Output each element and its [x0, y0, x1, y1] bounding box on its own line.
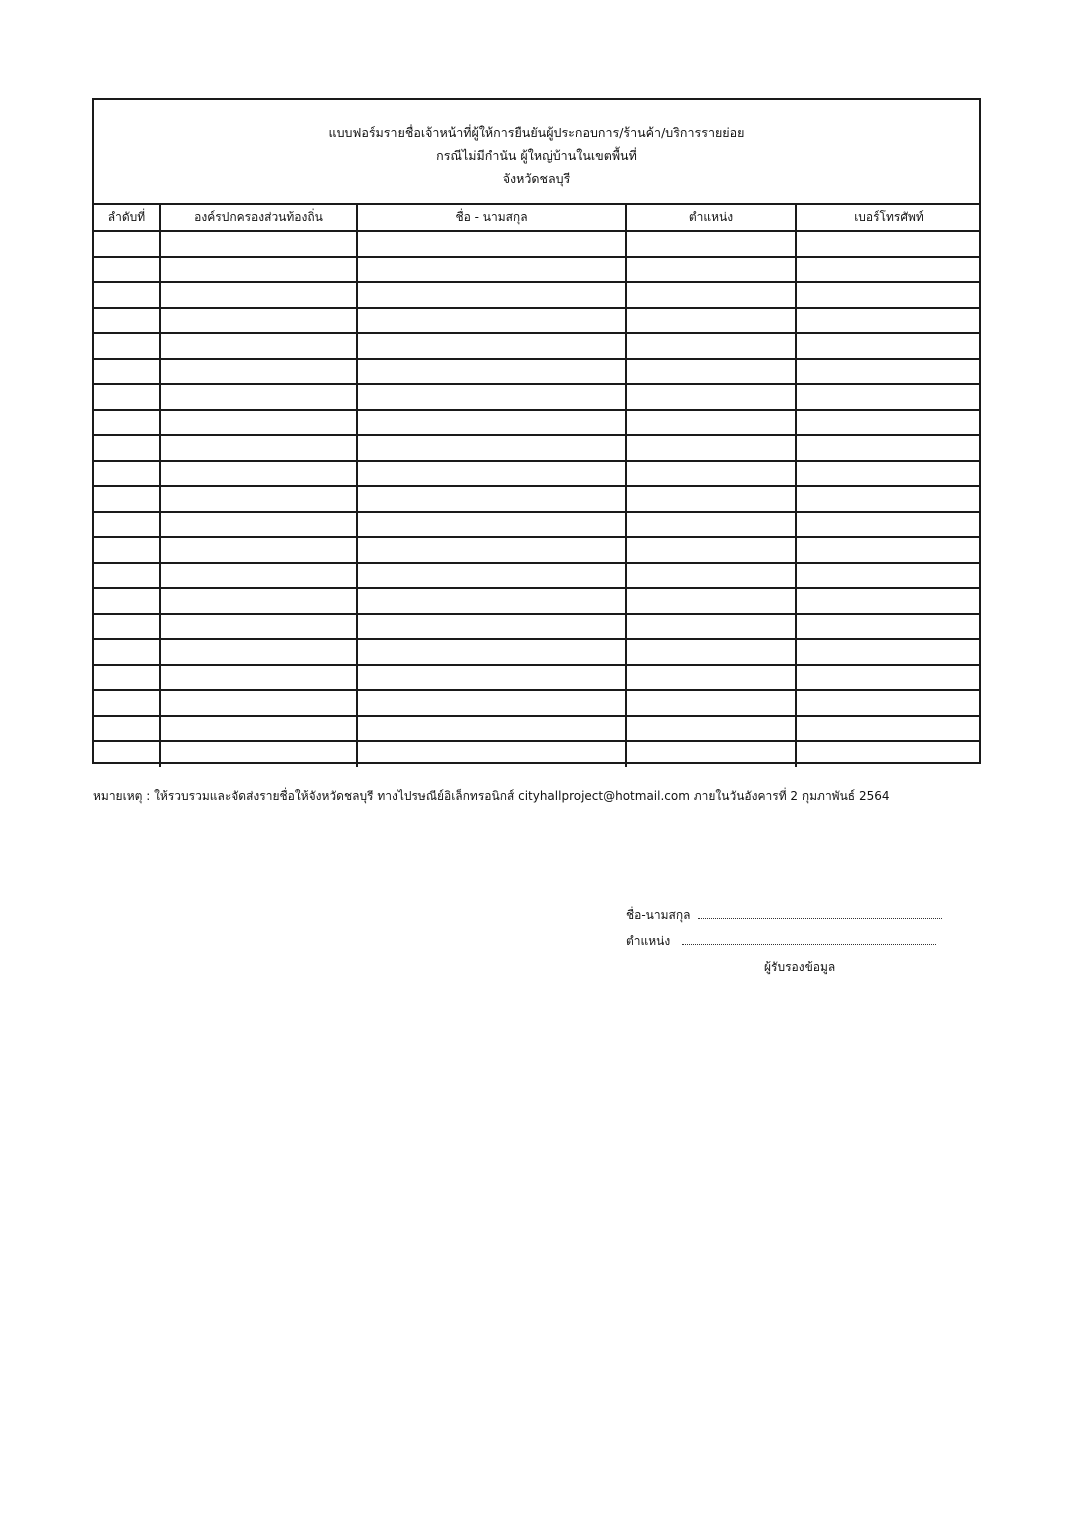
- form-province: จังหวัดชลบุรี: [502, 171, 571, 186]
- cell-phone: [796, 537, 981, 563]
- cell-position: [626, 410, 796, 436]
- cell-phone: [796, 563, 981, 589]
- column-header-full-name: ชื่อ - นามสกุล: [357, 205, 626, 231]
- cell-position: [626, 333, 796, 359]
- cell-full-name: [357, 333, 626, 359]
- cell-order: [94, 282, 160, 308]
- cell-position: [626, 486, 796, 512]
- cell-position: [626, 359, 796, 385]
- cell-full-name: [357, 257, 626, 283]
- cell-position: [626, 741, 796, 767]
- cell-local-government: [160, 282, 357, 308]
- cell-local-government: [160, 461, 357, 487]
- cell-phone: [796, 435, 981, 461]
- table-row: [94, 741, 981, 767]
- cell-position: [626, 614, 796, 640]
- cell-phone: [796, 690, 981, 716]
- cell-position: [626, 435, 796, 461]
- cell-local-government: [160, 410, 357, 436]
- column-header-order: ลำดับที่: [94, 205, 160, 231]
- cell-local-government: [160, 359, 357, 385]
- cell-phone: [796, 716, 981, 742]
- cell-order: [94, 665, 160, 691]
- cell-position: [626, 257, 796, 283]
- form-header: [94, 100, 979, 205]
- table-row: [94, 563, 981, 589]
- cell-local-government: [160, 435, 357, 461]
- cell-position: [626, 588, 796, 614]
- cell-phone: [796, 333, 981, 359]
- cell-phone: [796, 486, 981, 512]
- table-row: [94, 614, 981, 640]
- cell-phone: [796, 512, 981, 538]
- cell-position: [626, 231, 796, 257]
- cell-position: [626, 563, 796, 589]
- signature-caption: ผู้รับรองข้อมูล: [764, 960, 836, 974]
- cell-full-name: [357, 537, 626, 563]
- cell-local-government: [160, 563, 357, 589]
- cell-full-name: [357, 231, 626, 257]
- cell-position: [626, 461, 796, 487]
- cell-local-government: [160, 512, 357, 538]
- cell-full-name: [357, 486, 626, 512]
- cell-local-government: [160, 333, 357, 359]
- cell-phone: [796, 588, 981, 614]
- table-row: [94, 537, 981, 563]
- cell-phone: [796, 257, 981, 283]
- cell-local-government: [160, 588, 357, 614]
- cell-order: [94, 231, 160, 257]
- table-row: [94, 639, 981, 665]
- table-row: [94, 486, 981, 512]
- table-row: [94, 231, 981, 257]
- cell-position: [626, 690, 796, 716]
- signature-block: [626, 902, 942, 980]
- cell-order: [94, 359, 160, 385]
- table-row: [94, 410, 981, 436]
- cell-order: [94, 257, 160, 283]
- form-subtitle: กรณีไม่มีกำนัน ผู้ใหญ่บ้านในเขตพื้นที่: [436, 148, 637, 163]
- cell-phone: [796, 639, 981, 665]
- column-header-local-government: องค์รปกครองส่วนท้องถิ่น: [160, 205, 357, 231]
- cell-full-name: [357, 690, 626, 716]
- table-row: [94, 282, 981, 308]
- table-row: [94, 512, 981, 538]
- cell-phone: [796, 308, 981, 334]
- cell-phone: [796, 410, 981, 436]
- table-row: [94, 359, 981, 385]
- cell-local-government: [160, 639, 357, 665]
- cell-order: [94, 614, 160, 640]
- signature-position-line: [626, 928, 942, 954]
- table-row: [94, 588, 981, 614]
- table-row: [94, 333, 981, 359]
- cell-local-government: [160, 384, 357, 410]
- cell-full-name: [357, 588, 626, 614]
- cell-position: [626, 282, 796, 308]
- cell-order: [94, 486, 160, 512]
- signature-name-label: ชื่อ-นามสกุล: [626, 908, 691, 922]
- cell-phone: [796, 461, 981, 487]
- table-row: [94, 461, 981, 487]
- cell-local-government: [160, 614, 357, 640]
- signature-position-blank: [682, 932, 936, 945]
- cell-full-name: [357, 639, 626, 665]
- cell-phone: [796, 282, 981, 308]
- cell-phone: [796, 231, 981, 257]
- cell-local-government: [160, 486, 357, 512]
- cell-full-name: [357, 359, 626, 385]
- cell-full-name: [357, 461, 626, 487]
- table-row: [94, 716, 981, 742]
- cell-order: [94, 384, 160, 410]
- table-row: [94, 257, 981, 283]
- cell-local-government: [160, 665, 357, 691]
- table-body: [94, 231, 981, 767]
- table-row: [94, 384, 981, 410]
- cell-position: [626, 716, 796, 742]
- signature-name-blank: [698, 906, 942, 919]
- table-row: [94, 308, 981, 334]
- cell-phone: [796, 384, 981, 410]
- officer-table: [94, 205, 981, 767]
- cell-order: [94, 639, 160, 665]
- table-row: [94, 665, 981, 691]
- cell-phone: [796, 665, 981, 691]
- cell-order: [94, 716, 160, 742]
- cell-order: [94, 333, 160, 359]
- cell-full-name: [357, 282, 626, 308]
- cell-phone: [796, 741, 981, 767]
- form-title: แบบฟอร์มรายชื่อเจ้าหน้าที่ผู้ให้การยืนยันผู้ประกอบการ/ร้านค้า/บริการรายย่อย: [328, 125, 745, 140]
- cell-order: [94, 512, 160, 538]
- note-text: หมายเหตุ : ให้รวบรวมและจัดส่งรายชื่อให้จังหวัดชลบุรี ทางไปรษณีย์อิเล็กทรอนิกส์ cityhallproject@hotmail.com ภายในวันอังคารที่ 2 กุมภาพันธ์ 2564: [93, 789, 890, 803]
- signature-name-line: [626, 902, 942, 928]
- cell-full-name: [357, 741, 626, 767]
- cell-position: [626, 308, 796, 334]
- column-header-phone: เบอร์โทรศัพท์: [796, 205, 981, 231]
- cell-full-name: [357, 435, 626, 461]
- cell-full-name: [357, 512, 626, 538]
- cell-full-name: [357, 665, 626, 691]
- table-row: [94, 690, 981, 716]
- cell-local-government: [160, 741, 357, 767]
- cell-full-name: [357, 308, 626, 334]
- form-frame: [92, 98, 981, 764]
- cell-local-government: [160, 257, 357, 283]
- signature-position-label: ตำแหน่ง: [626, 934, 671, 948]
- column-header-position: ตำแหน่ง: [626, 205, 796, 231]
- cell-order: [94, 690, 160, 716]
- cell-order: [94, 588, 160, 614]
- cell-full-name: [357, 410, 626, 436]
- cell-phone: [796, 614, 981, 640]
- cell-full-name: [357, 563, 626, 589]
- table-row: [94, 435, 981, 461]
- cell-full-name: [357, 384, 626, 410]
- cell-local-government: [160, 231, 357, 257]
- cell-local-government: [160, 537, 357, 563]
- cell-position: [626, 639, 796, 665]
- cell-full-name: [357, 716, 626, 742]
- cell-local-government: [160, 308, 357, 334]
- cell-position: [626, 512, 796, 538]
- cell-local-government: [160, 690, 357, 716]
- cell-order: [94, 435, 160, 461]
- cell-position: [626, 537, 796, 563]
- cell-full-name: [357, 614, 626, 640]
- cell-order: [94, 410, 160, 436]
- cell-order: [94, 563, 160, 589]
- cell-position: [626, 665, 796, 691]
- cell-order: [94, 308, 160, 334]
- cell-order: [94, 461, 160, 487]
- cell-position: [626, 384, 796, 410]
- cell-order: [94, 741, 160, 767]
- cell-local-government: [160, 716, 357, 742]
- table-header-row: [94, 205, 981, 231]
- cell-phone: [796, 359, 981, 385]
- cell-order: [94, 537, 160, 563]
